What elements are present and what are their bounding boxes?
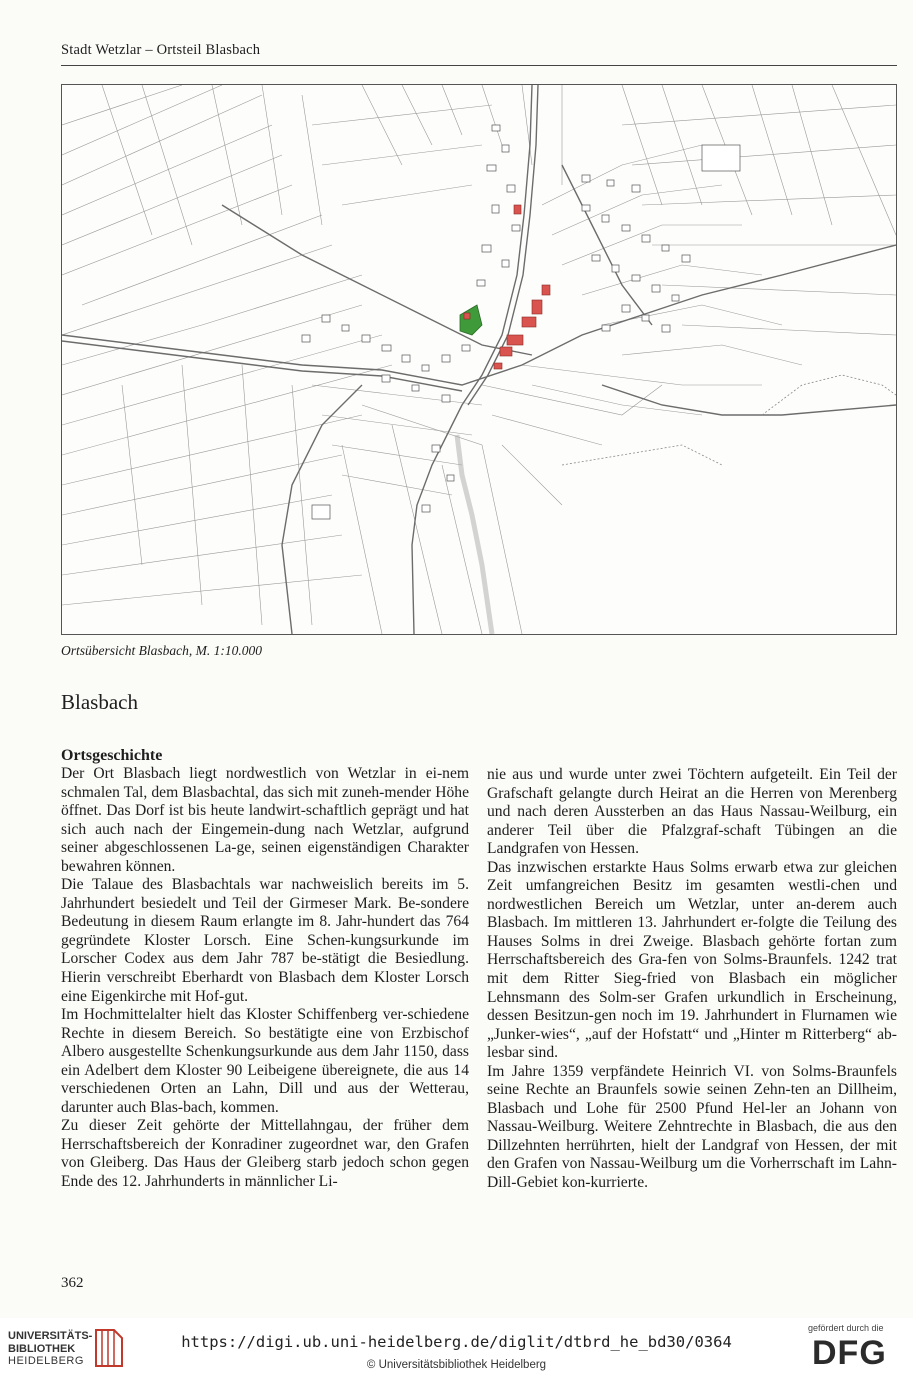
paragraph: Das inzwischen erstarkte Haus Solms erwarb etwa zur gleichen Zeit umfangreichen Besitz im gesamten westli-chen und nordwestlichen Bereich um Wetzlar, unter an-derem auch Blasbach. Im mittleren 13. Jahrhundert er-folgte die Teilung des Hauses Solms in drei Zweige. Blasbach gehörte fortan zum Herrschaftsbereich des Gra-fen von Solms-Braunfels. 1242 trat mit dem Ritter Sieg-fried von Blasbach ein möglicher Lehnsmann des Solm-ser Grafen urkundlich in Erscheinung, dessen Besitzun-gen noch im 19. Jahrhundert in Flurnamen wie „Junker-wies“, „auf der Hofstatt“ und „Hinter m Ritterberg“ ab-lesbar sind.: [487, 858, 897, 1062]
dfg-logo: DFG: [812, 1334, 887, 1372]
library-name-line1: UNIVERSITÄTS-: [8, 1330, 93, 1342]
text-column-left: [61, 746, 469, 1192]
paragraph: nie aus und wurde unter zwei Töchtern aufgeteilt. Ein Teil der Grafschaft gelangte durch Heirat an die Herren von Merenberg und nach deren Aussterben an das Haus Nassau-Weilburg, ein anderer Teil über die Pfalzgraf-schaft Tübingen an die Landgrafen von Hessen.: [487, 766, 897, 858]
paragraph: Im Hochmittelalter hielt das Kloster Schiffenberg ver-schiedene Rechte in diesem Bereich. So bestätigte eine von Erzbischof Albero ausgestellte Schenkungsurkunde aus dem Jahr 1150, dass ein Adelbert dem Kloster 90 Leibeigene übereignete, die aus 14 verschiedenen Orten an Lahn, Dill und aus der Wetterau, darunter auch Blas-bach, kommen.: [61, 1006, 469, 1116]
library-name-line2: BIBLIOTHEK: [8, 1342, 76, 1355]
running-head: Stadt Wetzlar – Ortsteil Blasbach: [61, 42, 261, 58]
copyright-notice: © Universitätsbibliothek Heidelberg: [366, 1359, 547, 1371]
listed-buildings: [464, 205, 550, 369]
funding-note: gefördert durch die: [808, 1323, 884, 1333]
map-drawing: [62, 85, 896, 634]
source-url-link[interactable]: https://digi.ub.uni-heidelberg.de/diglit/dtbrd_he_bd30/0364: [181, 1333, 732, 1351]
paragraph: Im Jahre 1359 verpfändete Heinrich VI. von Solms-Braunfels seine Rechte an Braunfels sowie seinen Zehn-ten an Dillheim, Blasbach und Lohe für 2500 Pfund Hel-ler an Johann von Nassau-Weilburg. Weitere Zehntrechte in Blasbach, die aus den Dillzehnten herrührten, hielt der Landgraf von Hessen, der mit den Grafen von Nassau-Weilburg um die Vorherrschaft im Lahn-Dill-Gebiet kon-kurrierte.: [487, 1062, 897, 1192]
section-heading: Ortsgeschichte: [61, 747, 163, 764]
green-area: [460, 305, 482, 335]
paragraph: Der Ort Blasbach liegt nordwestlich von Wetzlar in ei-nem schmalen Tal, dem Blasbachtal, das sich mit zuneh-mender Höhe öffnet. Das Dorf ist bis heute landwirt-schaftlich geprägt und hat sich auch nach der Eingemein-dung nach Wetzlar, aufgrund seiner abgeschlossenen La-ge, seinen eigenständigen Charakter bewahren können.: [61, 765, 469, 875]
header-rule: [61, 65, 897, 66]
paragraph: Die Talaue des Blasbachtals war nachweislich bereits im 5. Jahrhundert besiedelt und Teil der Girmeser Mark. Be-sondere Bedeutung in diesem Raum erlangte im 8. Jahr-hundert das 764 gegründete Kloster Lorsch. Eine Schen-kungsurkunde im Lorscher Codex aus dem Jahr 787 be-stätigt die Besiedlung. Hierin verschreibt Eberhardt von Blasbach dem Kloster Lorsch eine Eigenkirche mit Hof-gut.: [61, 876, 469, 1005]
village-map: [61, 84, 897, 635]
library-name-line3: HEIDELBERG: [8, 1355, 84, 1367]
article-title: Blasbach: [61, 690, 138, 714]
paragraph: Zu dieser Zeit gehörte der Mittellahngau, der früher dem Herrschaftsbereich der Konradiner zugeordnet war, den Grafen von Gleiberg. Das Haus der Gleiberg starb jedoch schon gegen Ende des 12. Jahrhunderts in männlicher Li-: [61, 1117, 469, 1191]
page-number: 362: [61, 1275, 84, 1291]
digitization-footer: [0, 1318, 913, 1385]
text-column-right: [487, 766, 897, 1193]
figure-caption: Ortsübersicht Blasbach, M. 1:10.000: [61, 643, 262, 658]
